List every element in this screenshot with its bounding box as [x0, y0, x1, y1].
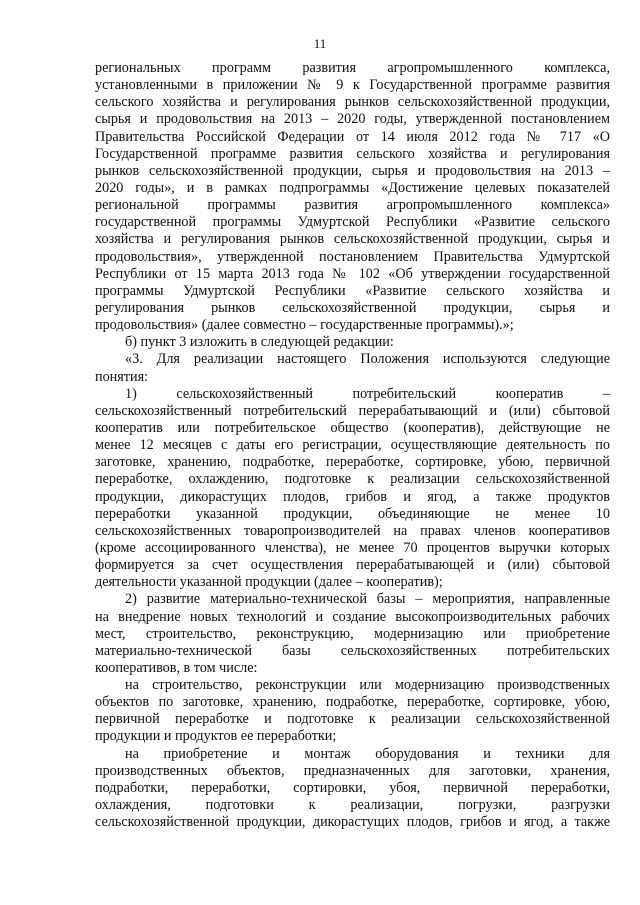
text-line: Правительства Российской Федерации от 14 июля 2012 года № 717 «О: [95, 128, 610, 145]
text-line: объектов по заготовке, хранению, подработке, переработке, сортировке, убою,: [95, 694, 610, 711]
text-line: формируется за счет осуществления перерабатывающей и (или) сбытовой: [95, 557, 610, 574]
text-line: хозяйства и регулирования рынков сельскохозяйственной продукции, сырья и: [95, 231, 610, 248]
text-line: «3. Для реализации настоящего Положения используются следующие: [125, 351, 610, 368]
text-line: сельскохозяйственных товаропроизводителей на правах членов кооперативов: [95, 522, 610, 539]
text-line: кооперативов, в том числе:: [95, 659, 258, 676]
text-line: на приобретение и монтаж оборудования и техники для: [125, 745, 610, 762]
text-line: рынков сельскохозяйственной продукции, сырья и продовольствия на 2013 –: [95, 162, 610, 179]
text-line: продукции, дикорастущих плодов, грибов и ягод, а также продуктов: [95, 488, 610, 505]
text-line: на внедрение новых технологий и создание высокопроизводительных рабочих: [95, 608, 610, 625]
text-line: переработке, охлаждению, подготовке к реализации сельскохозяйственной: [95, 471, 610, 488]
text-line: мест, строительство, реконструкцию, модернизацию или приобретение: [95, 625, 610, 642]
text-line: программы Удмуртской Республики «Развитие сельского хозяйства и: [95, 282, 610, 299]
text-line: на строительство, реконструкции или модернизацию производственных: [125, 677, 610, 694]
text-line: региональных программ развития агропромышленного комплекса,: [95, 60, 610, 76]
text-line: материально-технической базы сельскохозяйственных потребительских: [95, 642, 610, 659]
text-line: продовольствия» (далее совместно – государственные программы).»;: [95, 317, 514, 334]
text-line: Государственной программе развития сельского хозяйства и регулирования: [95, 145, 610, 162]
text-line: 2) развитие материально-технической базы – мероприятия, направленные: [125, 591, 610, 608]
text-line: продукции и продуктов ее переработки;: [95, 728, 337, 745]
text-line: понятия:: [95, 368, 149, 385]
text-line: подработки, переработки, сортировки, убоя, первичной переработки,: [95, 779, 610, 796]
text-line: 1) сельскохозяйственный потребительский кооператив –: [125, 385, 610, 402]
text-line: деятельности указанной продукции (далее – кооператив);: [95, 574, 443, 591]
text-line: кооператив или потребительское общество (кооператив), действующие не: [95, 419, 610, 436]
text-line: Республики от 15 марта 2013 года № 102 «Об утверждении государственной: [95, 265, 610, 282]
text-line: первичной переработке и подготовке к реализации сельскохозяйственной: [95, 711, 610, 728]
text-line: сельского хозяйства и регулирования рынков сельскохозяйственной продукции,: [95, 94, 610, 111]
text-line: сельскохозяйственной продукции, дикорастущих плодов, грибов и ягод, а также: [95, 814, 610, 831]
text-line: государственной программы Удмуртской Республики «Развитие сельского: [95, 214, 610, 231]
text-line: менее 12 месяцев с даты его регистрации, осуществляющие деятельность по: [95, 437, 610, 454]
page-number: 11: [313, 36, 327, 51]
text-line: 2020 годы», и в рамках подпрограммы «Достижение целевых показателей: [95, 179, 610, 196]
text-line: установленными в приложении № 9 к Государственной программе развития: [95, 77, 610, 94]
text-line: охлаждения, подготовки к реализации, погрузки, разгрузки: [95, 797, 610, 814]
text-line: (кроме ассоциированного членства), не менее 70 процентов выручки которых: [95, 539, 610, 556]
text-line: региональной программы развития агропромышленного комплекса»: [95, 197, 610, 214]
text-line: сельскохозяйственный потребительский перерабатывающий и (или) сбытовой: [95, 402, 610, 419]
document-body: [95, 60, 610, 831]
text-line: б) пункт 3 изложить в следующей редакции:: [125, 334, 394, 351]
text-line: переработки указанной продукции, объединяющие не менее 10: [95, 505, 610, 522]
text-line: производственных объектов, предназначенных для заготовки, хранения,: [95, 762, 610, 779]
text-line: регулирования рынков сельскохозяйственной продукции, сырья и: [95, 299, 610, 316]
text-line: сырья и продовольствия на 2013 – 2020 годы, утвержденной постановлением: [95, 111, 610, 128]
text-line: заготовке, хранению, подработке, переработке, сортировке, убою, первичной: [95, 454, 610, 471]
text-line: продовольствия», утвержденной постановлением Правительства Удмуртской: [95, 248, 610, 265]
